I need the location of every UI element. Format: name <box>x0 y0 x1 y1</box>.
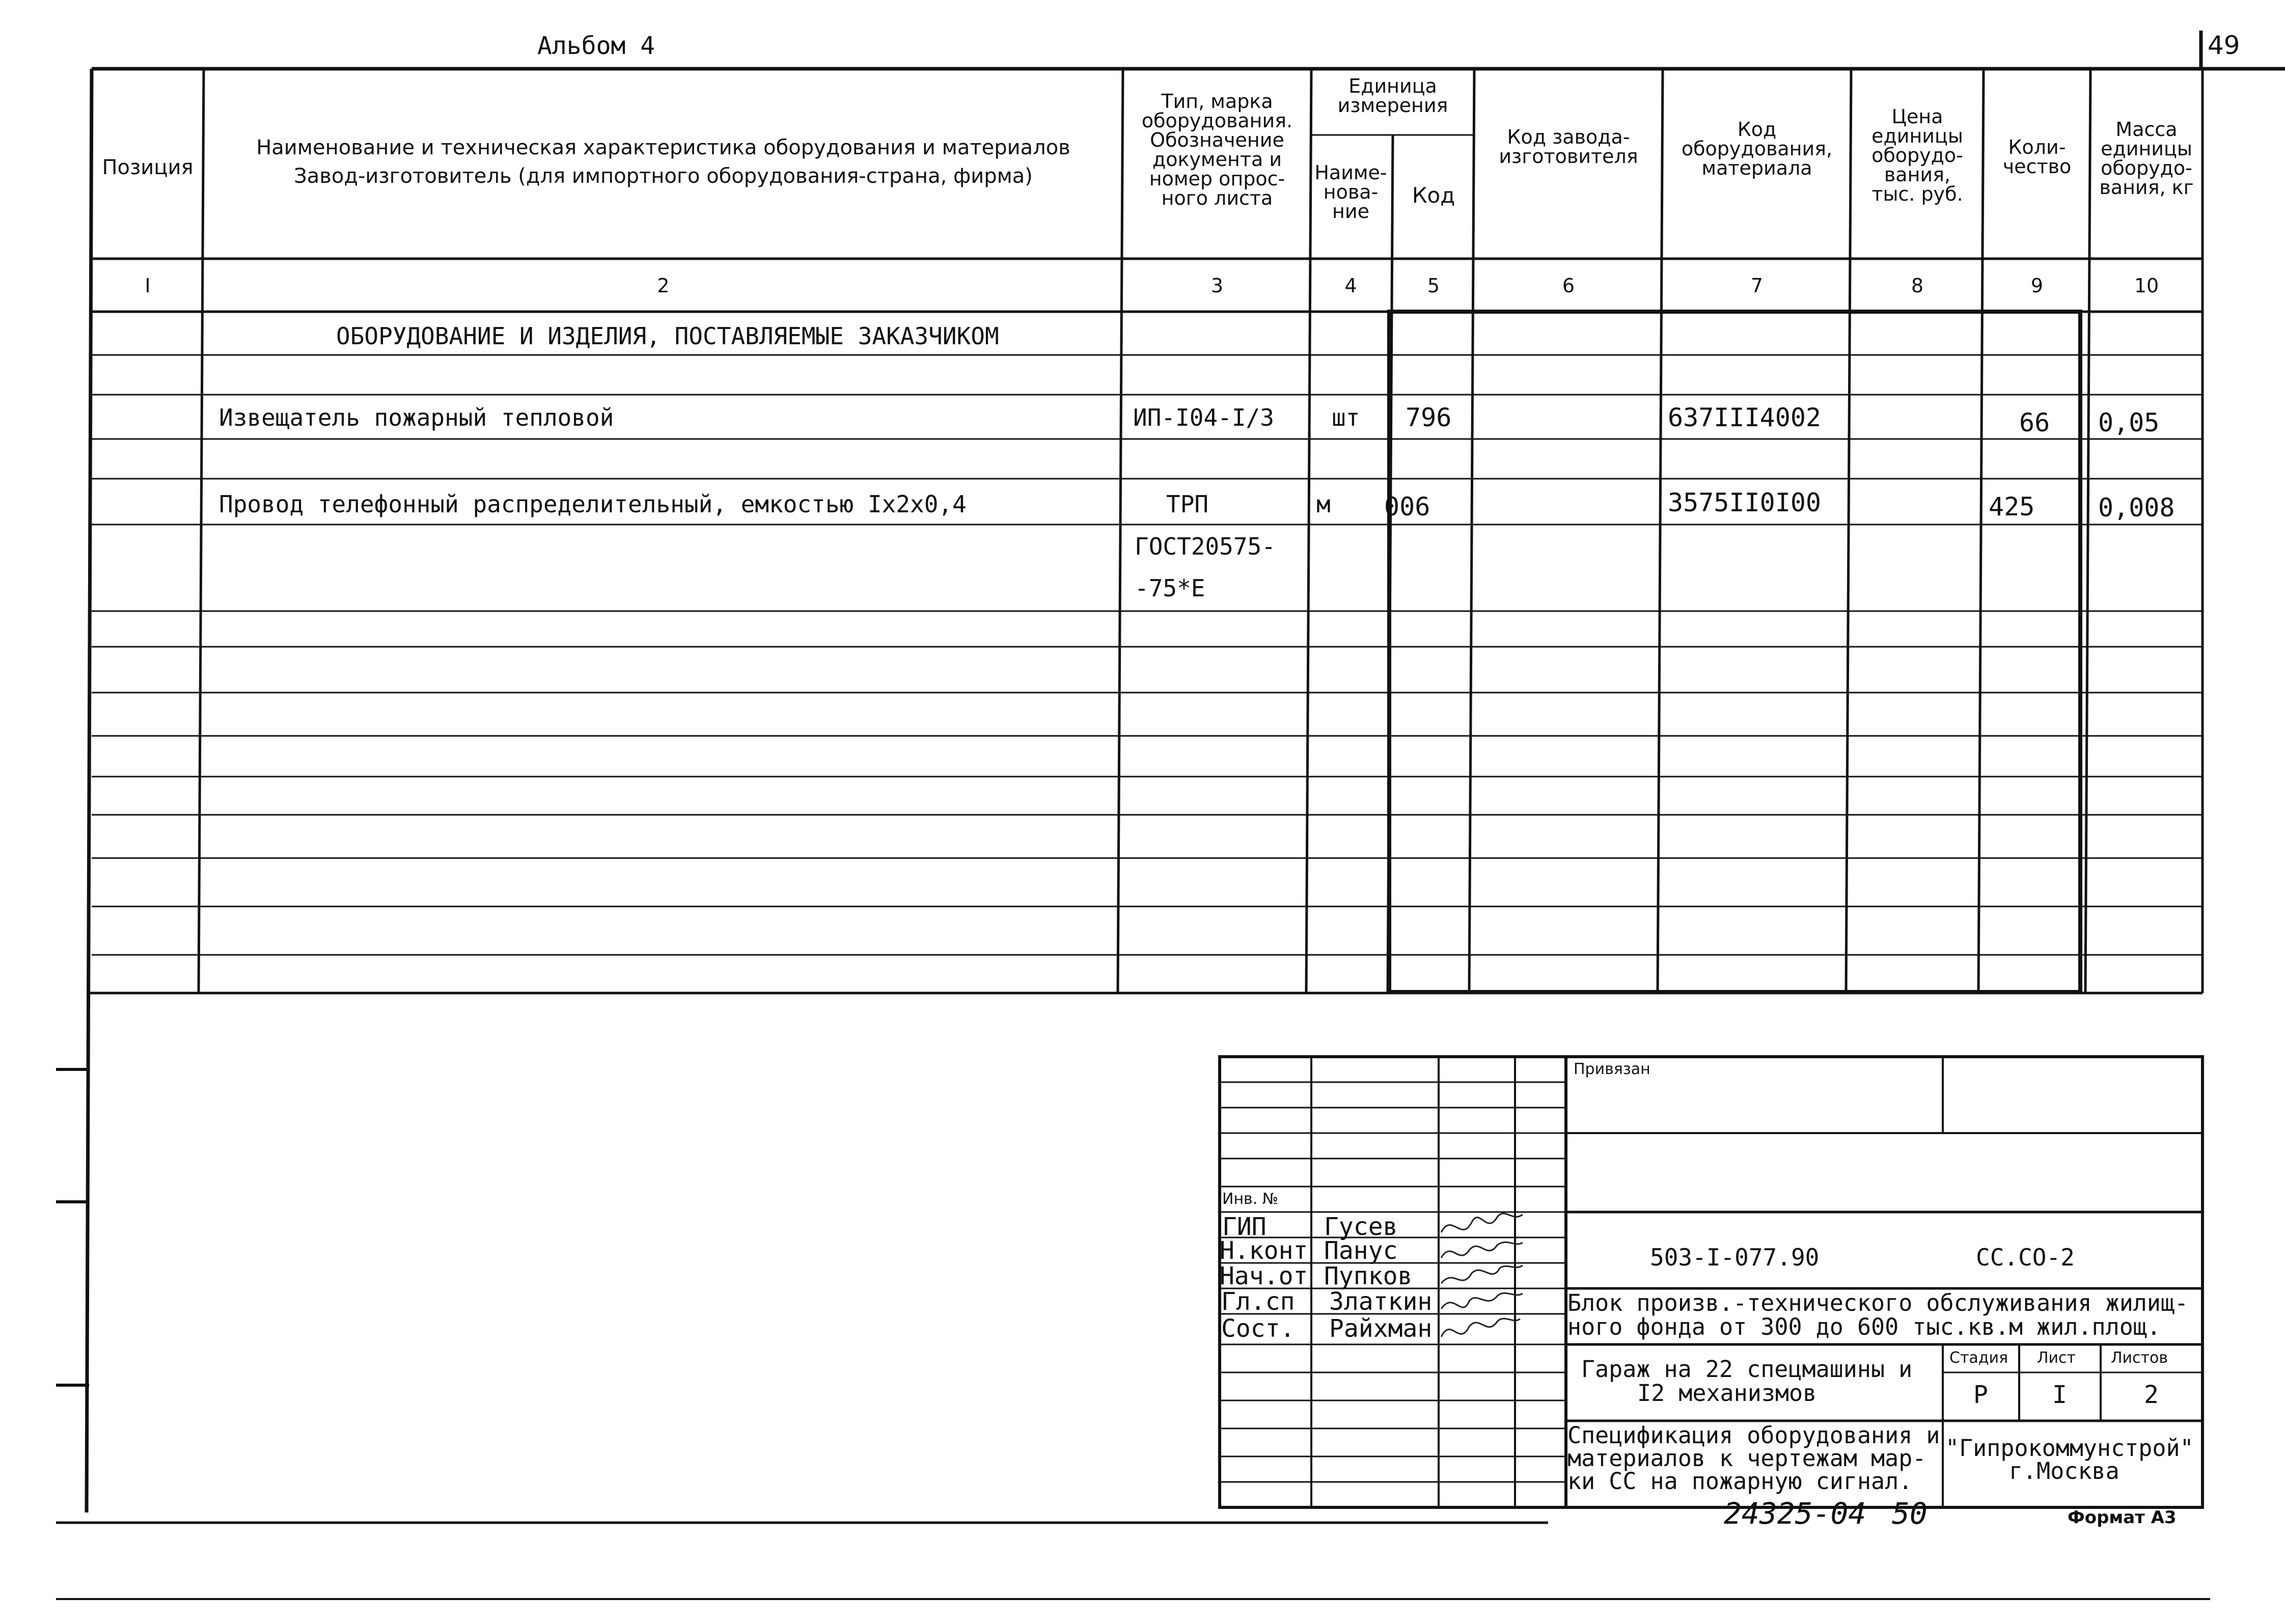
project-line-2: ного фонда от 300 до 600 тыс.кв.м жил.площ. <box>1567 1313 2161 1340</box>
album-label: Альбом 4 <box>537 32 655 60</box>
sheet-code: СС.СО-2 <box>1976 1244 2075 1271</box>
header-col-7: Код оборудования, материала <box>1681 118 1833 179</box>
table-row-2-equip-code: 3575II0I00 <box>1668 488 1822 517</box>
object-line-1: Гараж на 22 спецмашины и <box>1581 1356 1913 1383</box>
doc-code: 503-I-077.90 <box>1650 1244 1820 1271</box>
table-row-2-qty: 425 <box>1989 492 2035 521</box>
table-row-2-type-line3: -75*Е <box>1135 574 1205 602</box>
header-col-2: Наименование и техническая характеристика оборудования и материалов Завод-изготовитель (для импортного оборудования-страна, фирма) <box>256 136 1070 188</box>
col-num-5: 5 <box>1427 274 1440 297</box>
sheets-label: Листов <box>2111 1349 2168 1367</box>
signer-5-name: Райхман <box>1329 1314 1433 1343</box>
table-row-2-unit: м <box>1316 490 1331 518</box>
table-row-2-name: Провод телефонный распределительный, емкостью Iх2х0,4 <box>219 490 967 518</box>
object-line-2: I2 механизмов <box>1637 1380 1817 1407</box>
signatures <box>1441 1214 1523 1337</box>
project-line-1: Блок произв.-технического обслуживания жилищ- <box>1567 1289 2189 1316</box>
col-num-9: 9 <box>2030 274 2044 297</box>
table-row-1-unit: шт <box>1332 404 1360 431</box>
signer-5-role: Сост. <box>1221 1314 1295 1343</box>
stage-label: Стадия <box>1949 1349 2008 1367</box>
header-col-10: Масса единицы оборудо- вания, кг <box>2099 118 2194 199</box>
doc-title-line-1: Спецификация оборудования и <box>1567 1422 1940 1449</box>
inv-label: Инв. № <box>1222 1190 1279 1208</box>
table-row-2-type-line2: ГОСТ20575- <box>1135 533 1276 560</box>
table-row-1-unit-code: 796 <box>1406 403 1452 432</box>
org-line-2: г.Москва <box>2009 1457 2119 1484</box>
col-num-3: 3 <box>1210 274 1224 297</box>
header-col-9: Коли- чество <box>2002 136 2072 178</box>
header-col-8: Цена единицы оборудо- вания, тыс. руб. <box>1871 105 1963 205</box>
col-num-1: I <box>145 274 151 297</box>
signer-3-role: Нач.от <box>1220 1262 1308 1290</box>
format-label: Формат А3 <box>2068 1507 2177 1528</box>
header-col-1: Позиция <box>102 156 194 179</box>
col-num-2: 2 <box>657 274 670 297</box>
table-row-1-mass: 0,05 <box>2098 408 2160 437</box>
footer-number: 24325-04 <box>1724 1496 1866 1531</box>
col-num-4: 4 <box>1344 274 1357 297</box>
doc-title-line-3: ки СС на пожарную сигнал. <box>1567 1468 1913 1495</box>
header-col-6: Код завода- изготовителя <box>1499 126 1638 168</box>
table-row-2-mass: 0,008 <box>2098 493 2175 522</box>
signer-3-name: Пупков <box>1324 1262 1413 1290</box>
doc-title-line-2: материалов к чертежам мар- <box>1567 1445 1926 1472</box>
table-row-1-type: ИП-I04-I/3 <box>1133 404 1274 431</box>
table-row-2-unit-code: 006 <box>1384 492 1430 521</box>
org-line-1: "Гипрокоммунстрой" <box>1945 1435 2194 1462</box>
section-title: ОБОРУДОВАНИЕ И ИЗДЕЛИЯ, ПОСТАВЛЯЕМЫЕ ЗАКАЗЧИКОМ <box>336 322 999 350</box>
privyazan-label: Привязан <box>1574 1060 1650 1078</box>
footer-page: 50 <box>1892 1496 1928 1531</box>
header-col-5: Код <box>1412 183 1455 208</box>
header-col-3: Тип, марка оборудования. Обозначение документа и номер опрос- ного листа <box>1141 90 1293 209</box>
table-row-1-equip-code: 637III4002 <box>1668 403 1822 432</box>
sheet-label: Лист <box>2037 1349 2076 1367</box>
signer-4-role: Гл.сп <box>1221 1287 1295 1316</box>
table-row-1-qty: 66 <box>2019 408 2050 437</box>
signer-1-role: ГИП <box>1222 1213 1267 1241</box>
stage-value: Р <box>1973 1381 1988 1409</box>
signer-2-name: Панус <box>1324 1236 1398 1265</box>
col-num-8: 8 <box>1911 274 1924 297</box>
col-num-6: 6 <box>1562 274 1575 297</box>
signer-2-role: Н.конт <box>1220 1236 1308 1265</box>
table-row-1-name: Извещатель пожарный тепловой <box>219 404 614 431</box>
sheets-value: 2 <box>2144 1381 2159 1409</box>
header-col-4: Наиме- нова- ние <box>1314 161 1387 223</box>
sheet-value: I <box>2052 1381 2067 1409</box>
col-num-7: 7 <box>1750 274 1764 297</box>
header-unit-group: Единица измерения <box>1337 75 1448 117</box>
table-row-2-type: ТРП <box>1166 490 1209 518</box>
page-number: 49 <box>2208 31 2240 60</box>
signer-1-name: Гусев <box>1324 1213 1398 1241</box>
col-num-10: 10 <box>2134 274 2159 297</box>
signer-4-name: Златкин <box>1329 1287 1433 1316</box>
